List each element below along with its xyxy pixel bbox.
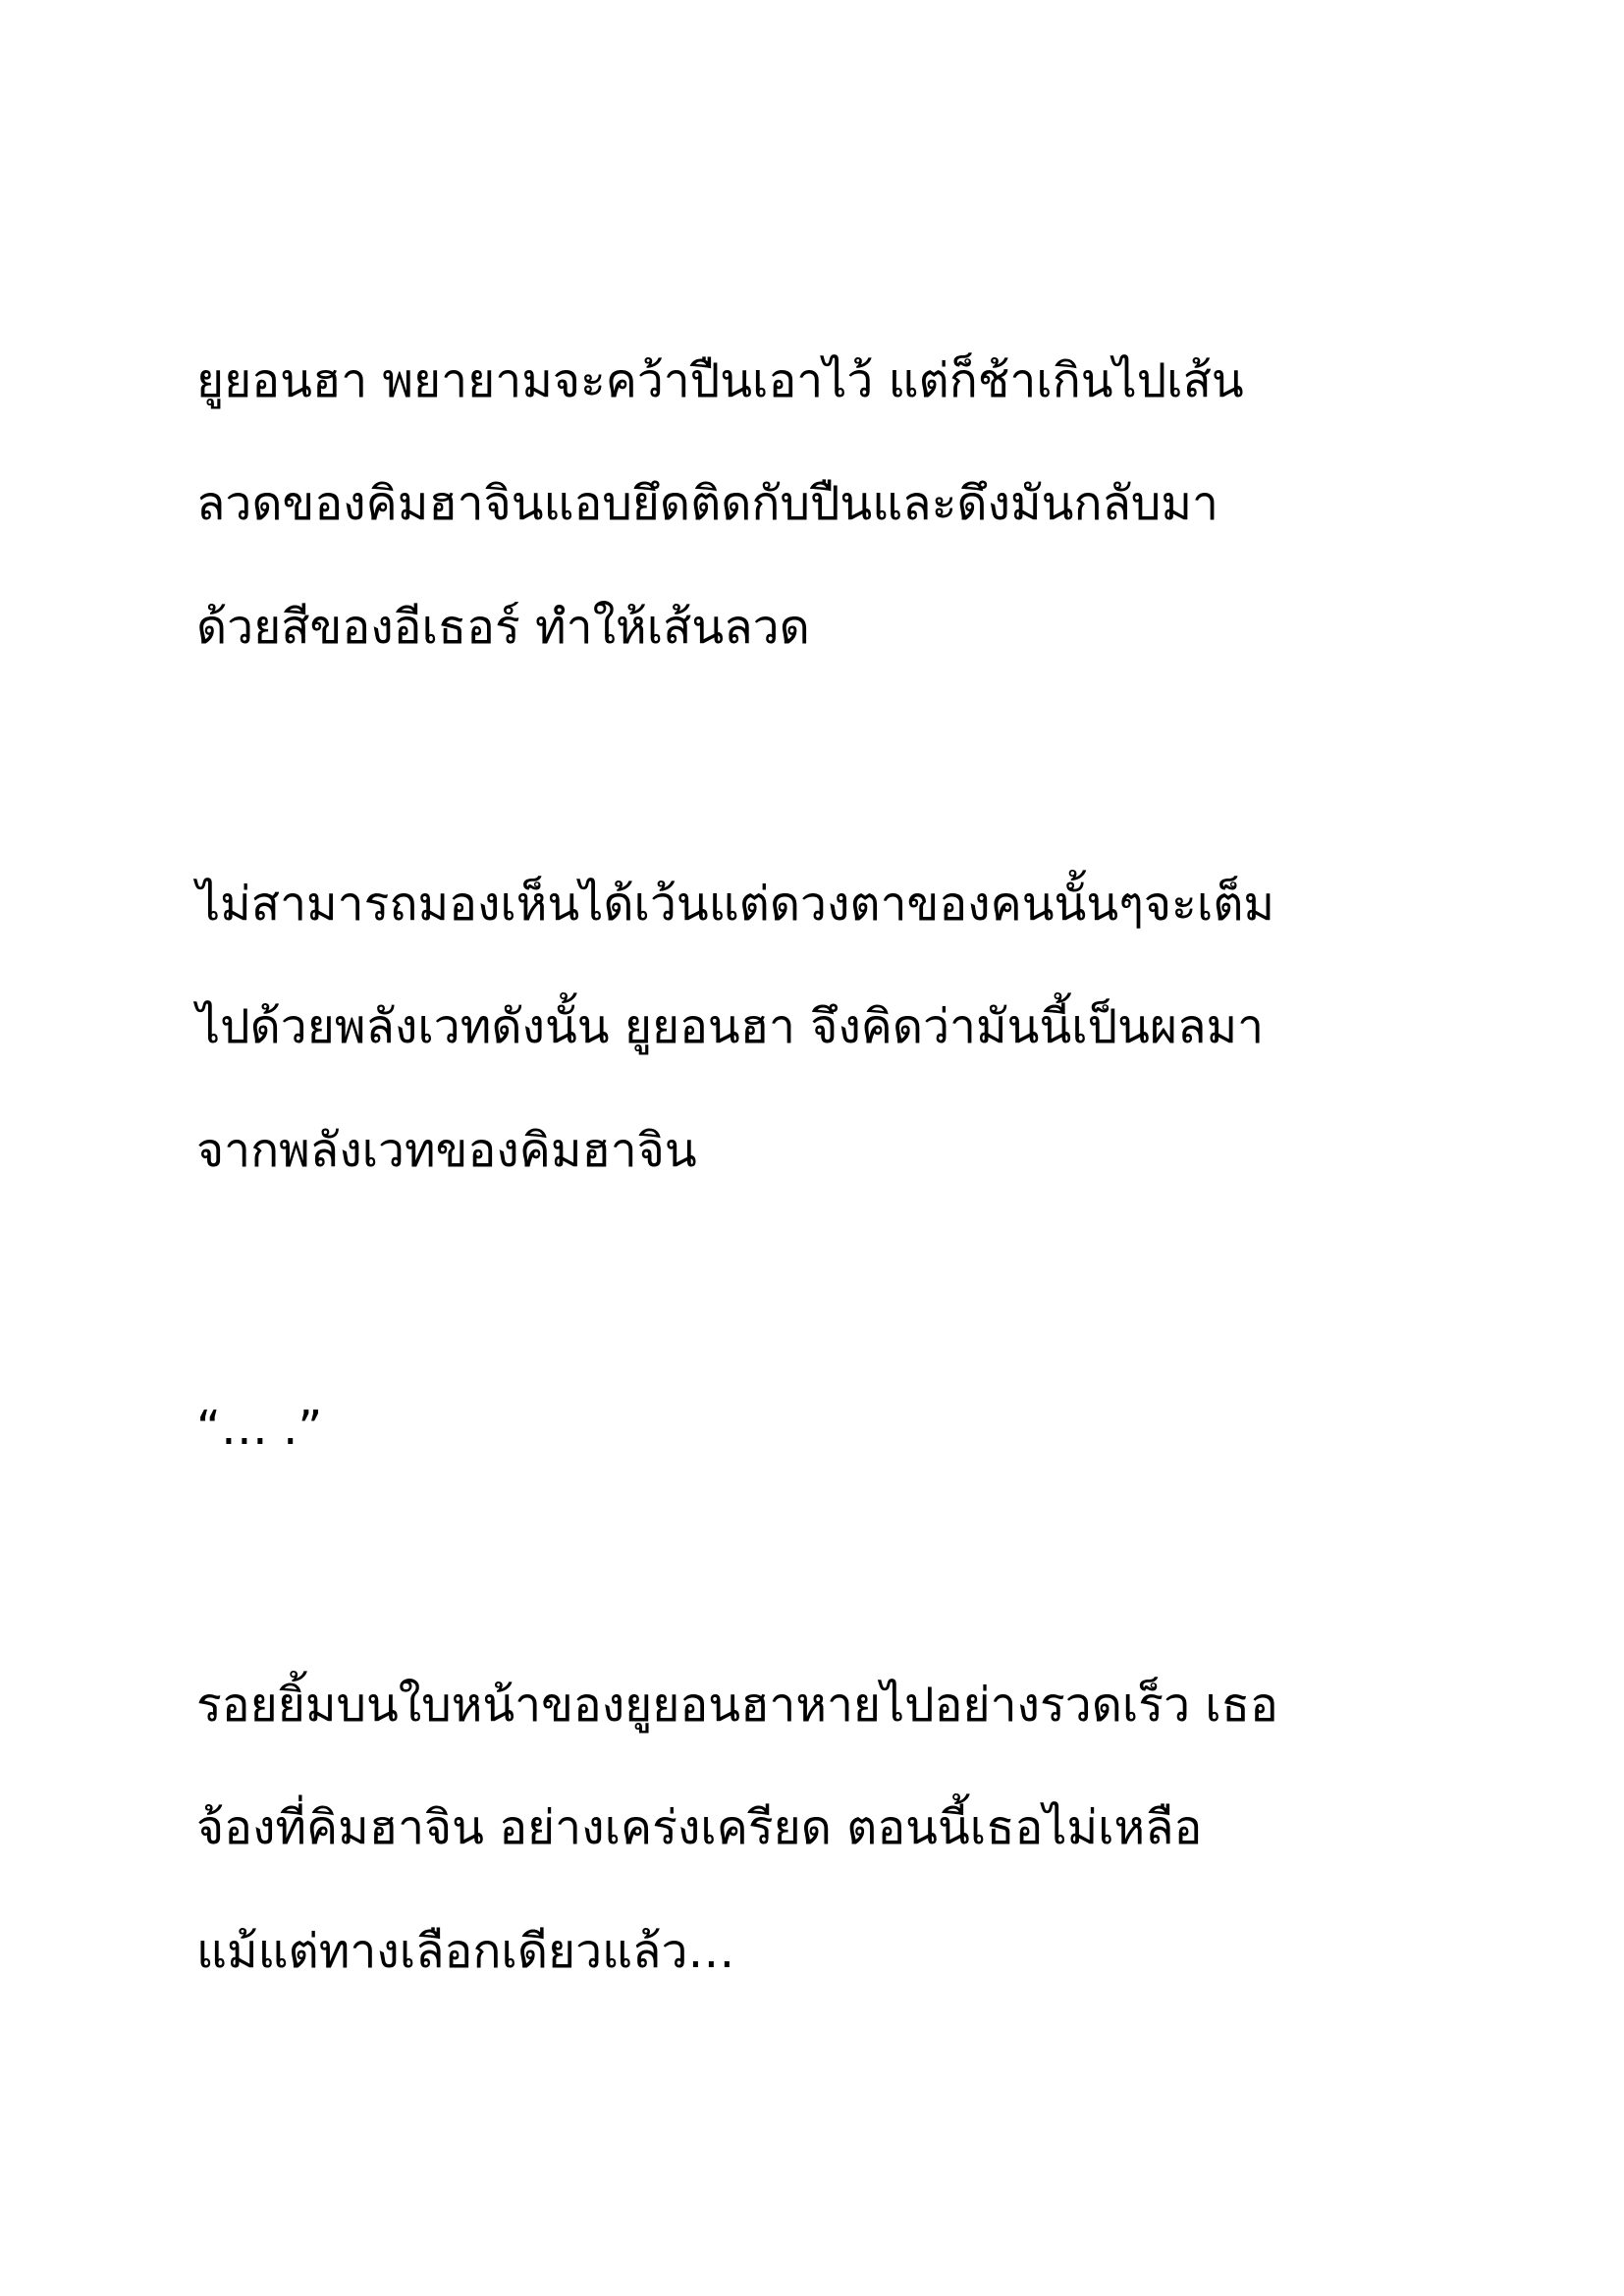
paragraph-2-line-3: จากพลังเวทของคิมฮาจิน — [196, 1123, 697, 1178]
paragraph-1-line-3: ด้วยสีของอีเธอร์ ทำให้เส้นลวด — [196, 600, 810, 655]
paragraph-3-line-1: “… .” — [196, 1401, 323, 1456]
paragraph-2-line-2: ไปด้วยพลังเวทดังนั้น ยูยอนฮา จึงคิดว่ามันนี้เป็นผลมา — [196, 999, 1265, 1054]
paragraph-4-line-1: รอยยิ้มบนใบหน้าของยูยอนฮาหายไปอย่างรวดเร็ว เธอ — [196, 1678, 1278, 1733]
paragraph-2-line-1: ไม่สามารถมองเห็นได้เว้นแต่ดวงตาของคนนั้นๆจะเต็ม — [196, 877, 1275, 932]
paragraph-4-line-2: จ้องที่คิมฮาจิน อย่างเคร่งเครียด ตอนนี้เธอไม่เหลือ — [196, 1800, 1203, 1855]
paragraph-1-line-2: ลวดของคิมฮาจินแอบยึดติดกับปืนและดึงมันกลับมา — [196, 476, 1218, 531]
paragraph-4-line-3: แม้แต่ทางเลือกเดียวแล้ว… — [196, 1924, 735, 1979]
paragraph-1-line-1: ยูยอนฮา พยายามจะคว้าปืนเอาไว้ แต่ก็ช้าเกินไปเส้น — [196, 353, 1244, 408]
